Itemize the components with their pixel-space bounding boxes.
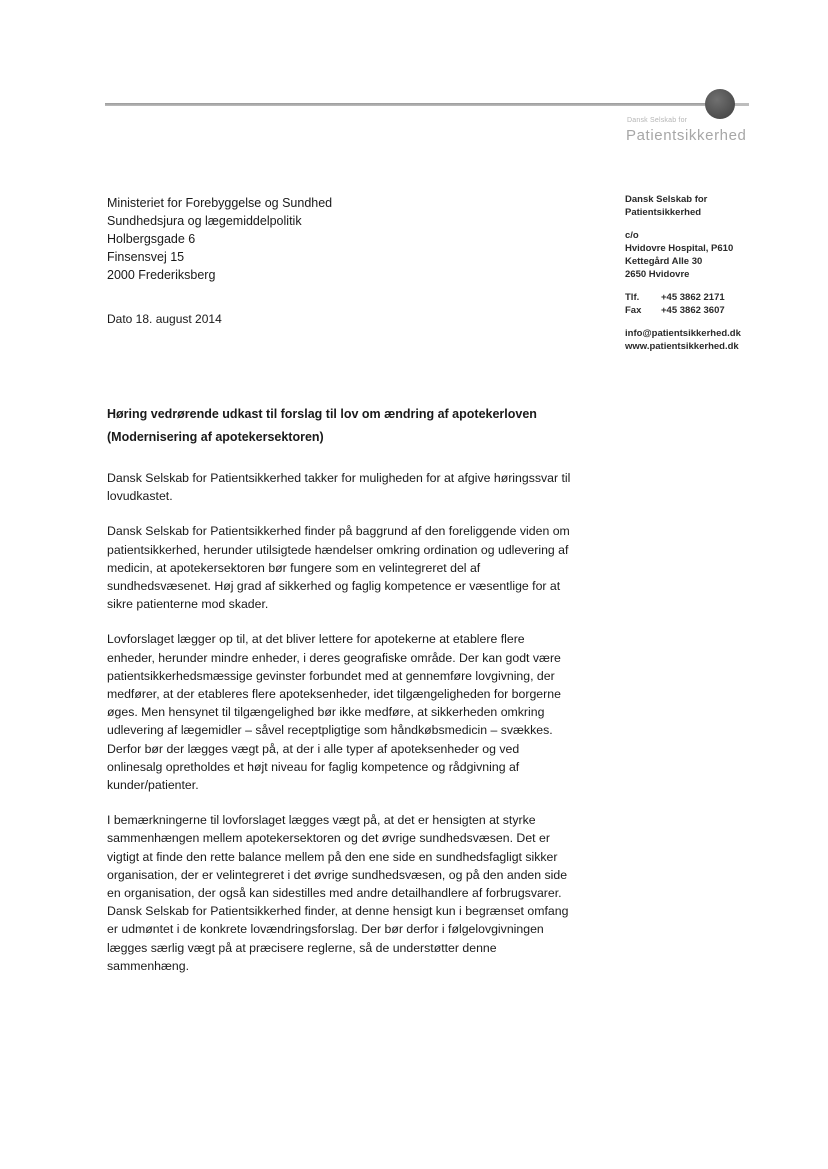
sender-address-line: Kettegård Alle 30 bbox=[625, 256, 703, 267]
body-line: Lovforslaget lægger op til, at det bliver lettere for apotekerne at etablere flere bbox=[107, 632, 525, 647]
header-rule bbox=[105, 103, 717, 106]
body-line: enheder, herunder mindre enheder, i deres geografiske område. Der kan godt være bbox=[107, 650, 561, 665]
body-line: lægges særlig vægt på at præcisere reglerne, så de understøtter denne bbox=[107, 940, 497, 955]
body-line: sikre patienterne mod skader. bbox=[107, 597, 269, 612]
recipient-line: Ministeriet for Forebyggelse og Sundhed bbox=[107, 196, 333, 210]
recipient-line: Sundhedsjura og lægemiddelpolitik bbox=[107, 214, 302, 228]
body-line: Derfor bør der lægges vægt på, at der i alle typer af apoteksenheder og ved bbox=[107, 741, 520, 756]
body-line: organisation, der er velintegreret i det øvrige sundhedsvæsen, og på den anden side bbox=[107, 867, 568, 882]
body-line: lovudkastet. bbox=[107, 489, 173, 504]
body-line: sundhedsvæsenet. Høj grad af sikkerhed og faglig kompetence er væsentlige for at bbox=[107, 579, 561, 594]
body-line: udlevering af lægemidler – såvel receptpligtige som håndkøbsmedicin – svækkes. bbox=[107, 723, 553, 738]
body-line: medfører, at der etableres flere apoteksenheder, idet tilgængeligheden for borgerne bbox=[107, 687, 561, 702]
phone-row bbox=[625, 291, 741, 304]
fax-label: Fax bbox=[625, 305, 642, 316]
logo-title: Patientsikkerhed bbox=[626, 127, 747, 144]
body-line: kunder/patienter. bbox=[107, 778, 199, 793]
recipient-line: Holbergsgade 6 bbox=[107, 232, 196, 246]
fax-number: +45 3862 3607 bbox=[661, 305, 725, 316]
body-line: medicin, at apotekersektoren bør fungere som en velintegreret del af bbox=[107, 560, 481, 575]
body-line: en organisation, der også kan sidestilles med andre detailhandlere af forbrugsvarer. bbox=[107, 886, 562, 901]
sender-website: www.patientsikkerhed.dk bbox=[625, 341, 739, 352]
body-line: vigtigt at finde den rette balance mellem på den ene side en sundhedsfagligt sikker bbox=[107, 849, 558, 864]
fax-row bbox=[625, 304, 741, 317]
body-line: patientsikkerhedsmæssige gevinster forbundet med at gennemføre lovgivning, der bbox=[107, 668, 555, 683]
sender-address-line: 2650 Hvidovre bbox=[625, 269, 690, 280]
logo-dot-icon bbox=[705, 89, 735, 119]
body-line: er udmøntet i de konkrete lovændringsforslag. Der bør derfor i følgelovgivningen bbox=[107, 922, 544, 937]
letter-date: Dato 18. august 2014 bbox=[107, 312, 222, 326]
body-line: sammenhæng. bbox=[107, 958, 190, 973]
body-line: Dansk Selskab for Patientsikkerhed finder på baggrund af den foreliggende viden om bbox=[107, 524, 570, 539]
paragraph-4 bbox=[107, 811, 617, 975]
subject-line-1: Høring vedrørende udkast til forslag til lov om ændring af apotekerloven bbox=[107, 407, 537, 421]
recipient-address bbox=[107, 194, 332, 284]
body-line: Dansk Selskab for Patientsikkerhed finder, at denne hensigt kun i begrænset omfang bbox=[107, 904, 569, 919]
body-line: I bemærkningerne til lovforslaget lægges vægt på, at det er hensigten at styrke bbox=[107, 813, 536, 828]
letter-subject bbox=[107, 403, 627, 449]
paragraph-3 bbox=[107, 630, 617, 794]
sender-address-line: Hvidovre Hospital, P610 bbox=[625, 243, 734, 254]
logo-subtitle: Dansk Selskab for bbox=[627, 117, 688, 124]
phone-number: +45 3862 2171 bbox=[661, 292, 725, 303]
sender-name-line: Dansk Selskab for bbox=[625, 194, 708, 205]
body-line: patientsikkerhed, herunder utilsigtede hændelser omkring ordination og udlevering af bbox=[107, 542, 569, 557]
body-line: øges. Men hensynet til tilgængelighed bør ikke medføre, at sikkerheden omkring bbox=[107, 705, 545, 720]
body-line: sammenhængen mellem apotekersektoren og det øvrige sundhedsvæsen. Det er bbox=[107, 831, 550, 846]
phone-label: Tlf. bbox=[625, 292, 640, 303]
sender-name-line: Patientsikkerhed bbox=[625, 207, 702, 218]
body-line: onlinesalg opretholdes et højt niveau for faglig kompetence og rådgivning af bbox=[107, 759, 520, 774]
subject-line-2: (Modernisering af apotekersektoren) bbox=[107, 430, 324, 444]
paragraph-1 bbox=[107, 469, 617, 505]
header-rule-tail bbox=[733, 103, 749, 106]
sender-address-line: c/o bbox=[625, 230, 639, 241]
body-line: Dansk Selskab for Patientsikkerhed takker for muligheden for at afgive høringssvar til bbox=[107, 471, 571, 485]
recipient-line: Finsensvej 15 bbox=[107, 250, 185, 264]
sender-block bbox=[625, 193, 741, 353]
letter-body bbox=[107, 469, 617, 992]
sender-email: info@patientsikkerhed.dk bbox=[625, 328, 741, 339]
paragraph-2 bbox=[107, 522, 617, 613]
recipient-line: 2000 Frederiksberg bbox=[107, 268, 216, 282]
